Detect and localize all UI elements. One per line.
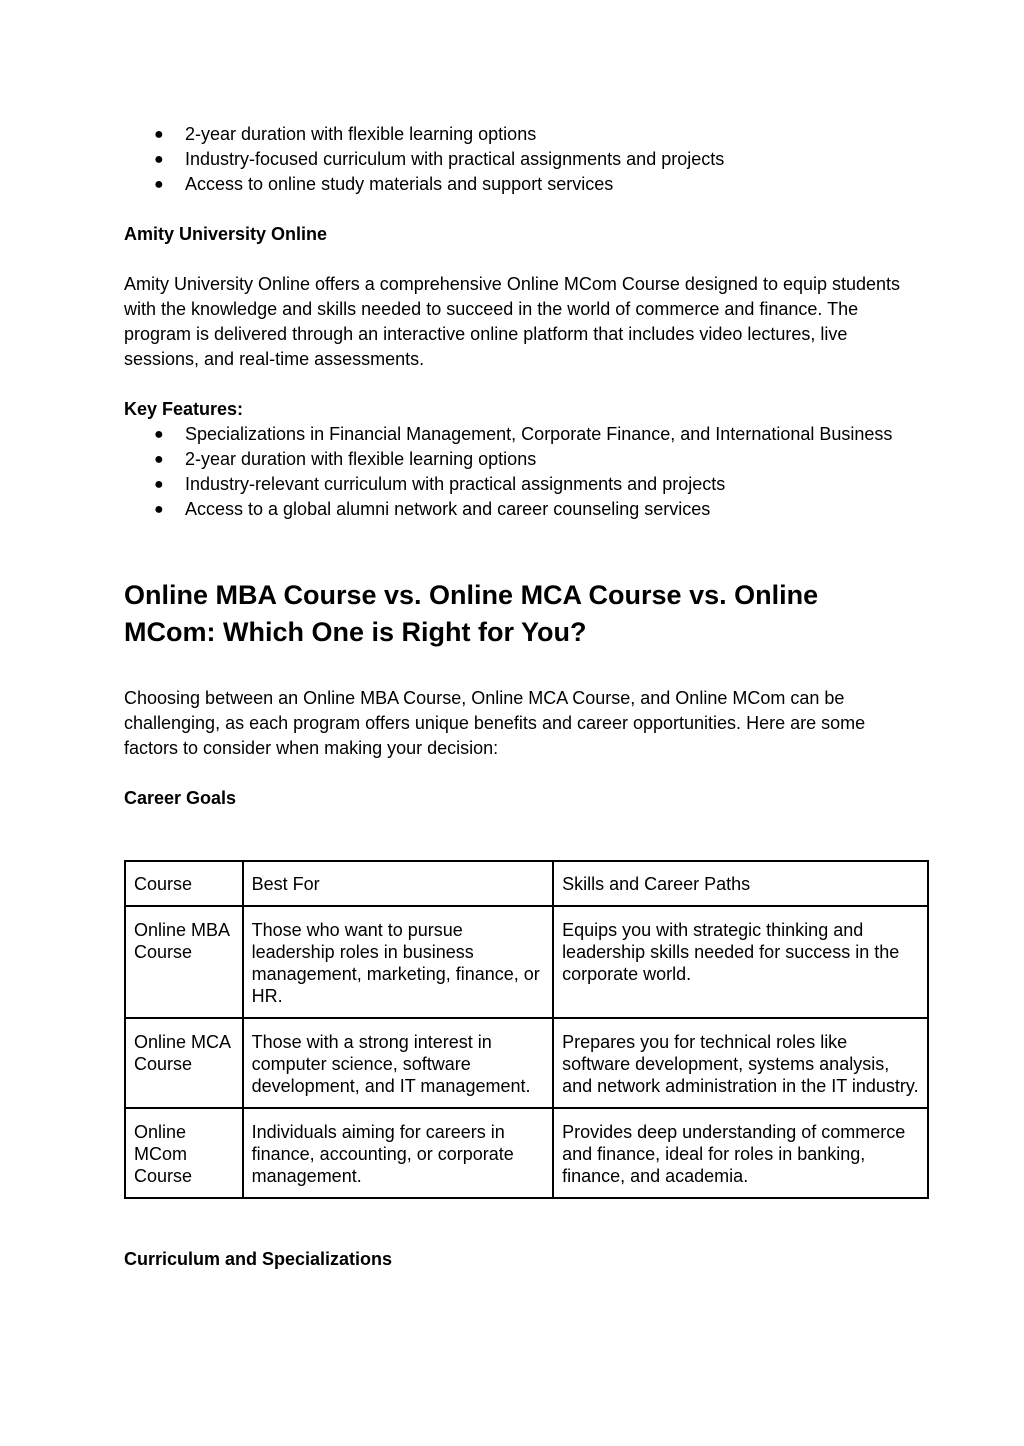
bullet-dot-icon: ● [154, 426, 164, 443]
key-features-label: Key Features: [124, 399, 244, 419]
list-item [124, 447, 930, 472]
table-row [125, 906, 928, 1018]
comparison-intro: Choosing between an Online MBA Course, Online MCA Course, and Online MCom can be challenging, as each program offers unique benefits and career opportunities. Here are some factors to consider when making your decision: [124, 688, 866, 758]
cell-course: Online MCA Course [125, 1018, 243, 1108]
intro-bullet-list [124, 122, 930, 197]
amity-title: Amity University Online [124, 224, 328, 244]
header-best-for: Best For [243, 861, 553, 906]
list-item-text: 2-year duration with flexible learning options [185, 449, 537, 469]
table-row [125, 1108, 928, 1198]
bullet-dot-icon: ● [154, 151, 164, 168]
bullet-dot-icon: ● [154, 126, 164, 143]
list-item-text: Access to a global alumni network and career counseling services [185, 499, 711, 519]
list-item-text: Specializations in Financial Management, Corporate Finance, and International Business [185, 424, 893, 444]
list-item [124, 172, 930, 197]
list-item [124, 147, 930, 172]
bullet-dot-icon: ● [154, 501, 164, 518]
cell-skills: Provides deep understanding of commerce and finance, ideal for roles in banking, finance, and academia. [553, 1108, 928, 1198]
bullet-dot-icon: ● [154, 476, 164, 493]
list-item-text: Access to online study materials and support services [185, 174, 614, 194]
list-item [124, 422, 930, 447]
bullet-dot-icon: ● [154, 176, 164, 193]
list-item-text: Industry-relevant curriculum with practical assignments and projects [185, 474, 726, 494]
cell-skills: Equips you with strategic thinking and leadership skills needed for success in the corporate world. [553, 906, 928, 1018]
cell-skills: Prepares you for technical roles like software development, systems analysis, and network administration in the IT industry. [553, 1018, 928, 1108]
cell-course: Online MCom Course [125, 1108, 243, 1198]
key-features-list [124, 422, 930, 522]
cell-best-for: Individuals aiming for careers in finance, accounting, or corporate management. [243, 1108, 553, 1198]
list-item-text: Industry-focused curriculum with practical assignments and projects [185, 149, 725, 169]
cell-best-for: Those who want to pursue leadership roles in business management, marketing, finance, or HR. [243, 906, 553, 1018]
bullet-dot-icon: ● [154, 451, 164, 468]
list-item [124, 472, 930, 497]
list-item-text: 2-year duration with flexible learning options [185, 124, 537, 144]
curriculum-label: Curriculum and Specializations [124, 1249, 393, 1269]
amity-description: Amity University Online offers a comprehensive Online MCom Course designed to equip students with the knowledge and skills needed to succeed in the world of commerce and finance. The program is delivered through an interactive online platform that includes video lectures, live sessions, and real-time assessments. [124, 274, 901, 369]
header-skills: Skills and Career Paths [553, 861, 928, 906]
table-row [125, 1018, 928, 1108]
cell-best-for: Those with a strong interest in computer science, software development, and IT management. [243, 1018, 553, 1108]
list-item [124, 122, 930, 147]
table-header-row [125, 861, 928, 906]
career-goals-label: Career Goals [124, 788, 237, 808]
comparison-heading: Online MBA Course vs. Online MCA Course vs. Online MCom: Which One is Right for You? [124, 580, 819, 647]
document-page [124, 0, 930, 1446]
career-goals-table [124, 860, 929, 1199]
list-item [124, 497, 930, 522]
header-course: Course [125, 861, 243, 906]
cell-course: Online MBA Course [125, 906, 243, 1018]
